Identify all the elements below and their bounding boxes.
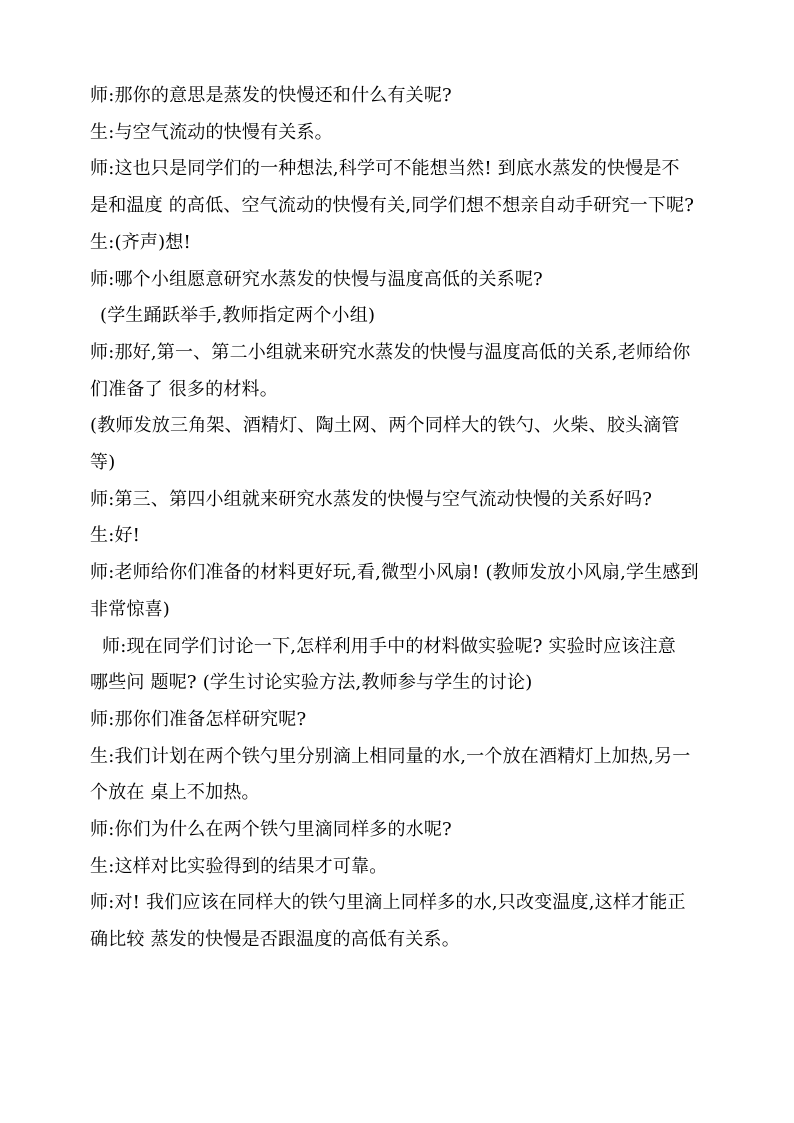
text-line: 师:这也只是同学们的一种想法,科学可不能想当然! 到底水蒸发的快慢是不 — [90, 158, 680, 180]
text-line: 师:老师给你们准备的材料更好玩,看,微型小风扇! (教师发放小风扇,学生感到 — [90, 562, 699, 584]
text-line: 师:那你们准备怎样研究呢? — [90, 708, 307, 730]
text-line: 是和温度 的高低、空气流动的快慢有关,同学们想不想亲自动手研究一下呢? — [90, 195, 695, 217]
text-line-stage-direction: (学生踊跃举手,教师指定两个小组) — [100, 305, 376, 327]
text-line: 哪些问 题呢? (学生讨论实验方法,教师参与学生的讨论) — [90, 672, 533, 694]
text-line: 生:(齐声)想! — [90, 231, 191, 253]
text-line: 师:现在同学们讨论一下,怎样利用手中的材料做实验呢? 实验时应该注意 — [102, 635, 676, 657]
text-line: 师:哪个小组愿意研究水蒸发的快慢与温度高低的关系呢? — [90, 268, 543, 290]
text-line: 个放在 桌上不加热。 — [90, 782, 260, 804]
text-line: 师:那好,第一、第二小组就来研究水蒸发的快慢与温度高低的关系,老师给你 — [90, 341, 691, 363]
text-line: 师:对! 我们应该在同样大的铁勺里滴上同样多的水,只改变温度,这样才能正 — [90, 892, 686, 914]
text-line: 生:这样对比实验得到的结果才可靠。 — [90, 855, 388, 877]
text-line: 师:第三、第四小组就来研究水蒸发的快慢与空气流动快慢的关系好吗? — [90, 488, 653, 510]
text-line: 们准备了 很多的材料。 — [90, 378, 278, 400]
text-line: (教师发放三角架、酒精灯、陶土网、两个同样大的铁勺、火柴、胶头滴管 — [90, 415, 680, 437]
text-line: 非常惊喜) — [90, 598, 171, 620]
text-line: 师:那你的意思是蒸发的快慢还和什么有关呢? — [90, 85, 452, 106]
text-line: 生:好! — [90, 525, 141, 547]
text-line: 师:你们为什么在两个铁勺里滴同样多的水呢? — [90, 819, 452, 841]
text-line: 等) — [90, 452, 116, 474]
text-line: 确比较 蒸发的快慢是否跟温度的高低有关系。 — [90, 929, 460, 951]
text-line: 生:与空气流动的快慢有关系。 — [90, 121, 333, 143]
text-line: 生:我们计划在两个铁勺里分别滴上相同量的水,一个放在酒精灯上加热,另一 — [90, 745, 691, 767]
